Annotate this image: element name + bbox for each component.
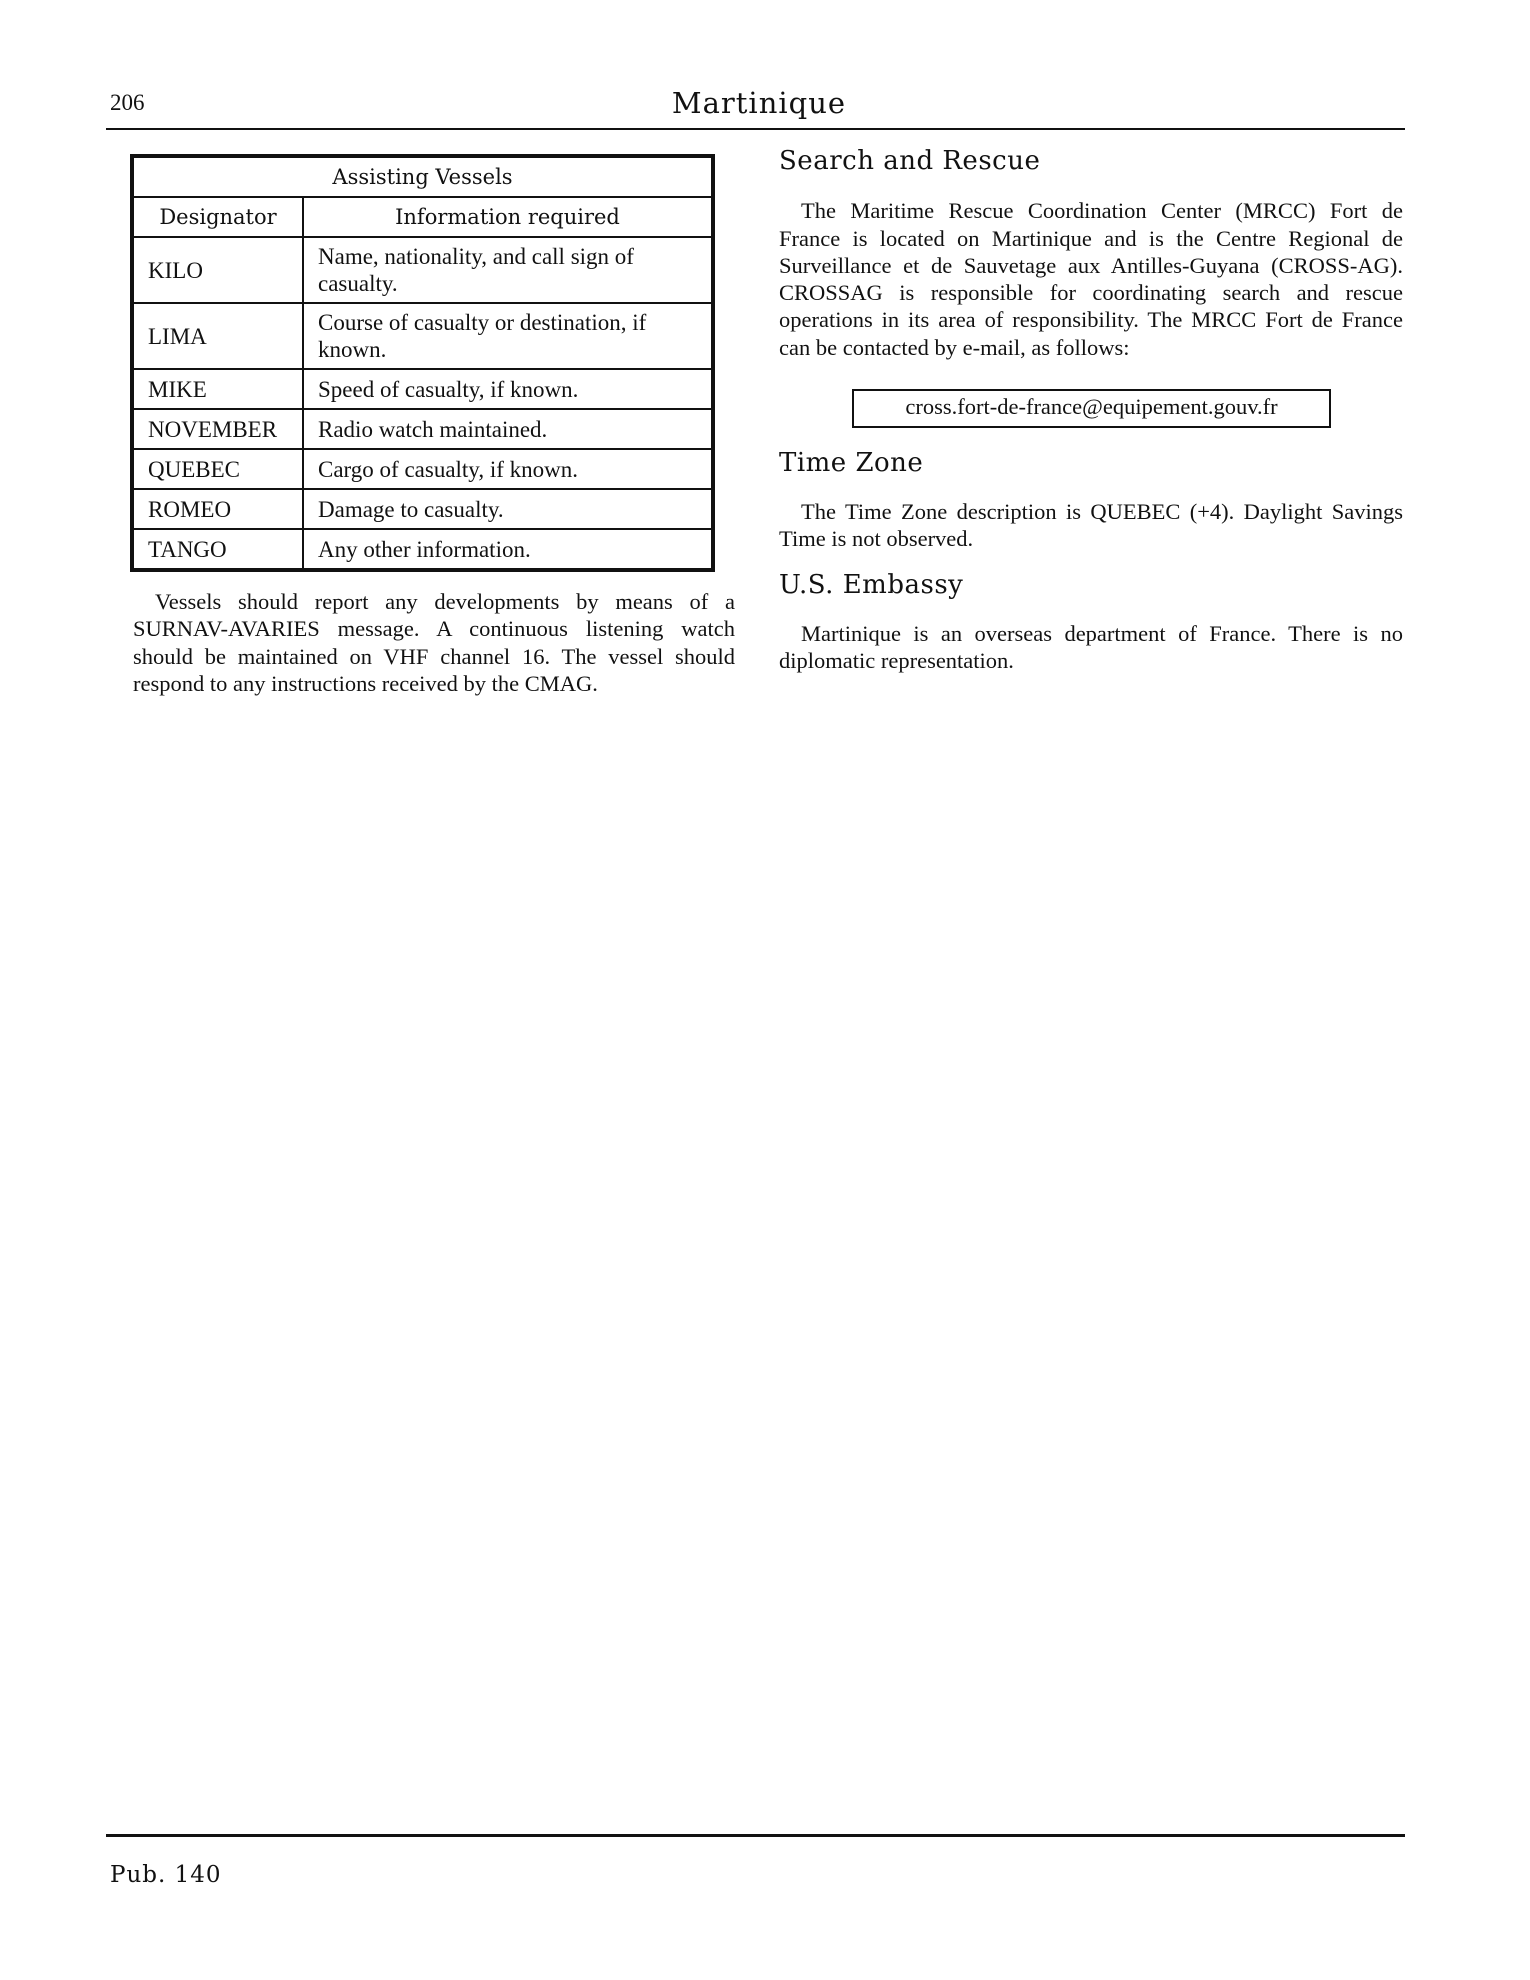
header-rule	[106, 128, 1405, 130]
assisting-vessels-table	[130, 154, 715, 572]
mrcc-email-box: cross.fort-de-france@equipement.gouv.fr	[852, 389, 1331, 428]
info-cell: Course of casualty or destination, if known.	[303, 303, 713, 369]
designator-cell: KILO	[132, 237, 303, 303]
info-cell: Speed of casualty, if known.	[303, 369, 713, 409]
table-row	[132, 369, 713, 409]
running-header-title: Martinique	[671, 86, 847, 120]
column-header-information: Information required	[303, 197, 713, 237]
table-row	[132, 449, 713, 489]
designator-cell: TANGO	[132, 529, 303, 570]
table-row	[132, 489, 713, 529]
search-rescue-paragraph: The Maritime Rescue Coordination Center (MRCC) Fort de France is located on Martinique and is the Centre Regional de Surveillance et de Sauvetage aux Antilles-Guyana (CROSS-AG). CROSSAG is responsible for coordinating search and rescue operations in its area of responsibility. The MRCC Fort de France can be contacted by e-mail, as follows:	[779, 198, 1403, 360]
designator-cell: MIKE	[132, 369, 303, 409]
footer-rule	[106, 1834, 1405, 1837]
designator-cell: ROMEO	[132, 489, 303, 529]
info-cell: Radio watch maintained.	[303, 409, 713, 449]
reporting-paragraph: Vessels should report any developments by means of a SURNAV-AVARIES message. A continuous listening watch should be maintained on VHF channel 16. The vessel should respond to any instructions received by the CMAG.	[133, 589, 735, 696]
info-cell: Cargo of casualty, if known.	[303, 449, 713, 489]
table-row	[132, 529, 713, 570]
table-row	[132, 303, 713, 369]
table-row	[132, 237, 713, 303]
page-number: 206	[110, 90, 145, 115]
designator-cell: QUEBEC	[132, 449, 303, 489]
table-caption: Assisting Vessels	[132, 156, 713, 197]
time-zone-paragraph: The Time Zone description is QUEBEC (+4). Daylight Savings Time is not observed.	[779, 498, 1403, 551]
designator-cell: NOVEMBER	[132, 409, 303, 449]
publication-footer: Pub. 140	[110, 1862, 222, 1888]
info-cell: Name, nationality, and call sign of casualty.	[303, 237, 713, 303]
right-column	[779, 148, 1403, 674]
table-row	[132, 409, 713, 449]
designator-cell: LIMA	[132, 303, 303, 369]
column-header-designator: Designator	[132, 197, 303, 237]
info-cell: Any other information.	[303, 529, 713, 570]
left-column	[133, 588, 735, 697]
info-cell: Damage to casualty.	[303, 489, 713, 529]
us-embassy-paragraph: Martinique is an overseas department of France. There is no diplomatic representation.	[779, 620, 1403, 673]
section-heading-search-rescue: Search and Rescue	[779, 146, 1041, 176]
section-heading-time-zone: Time Zone	[779, 448, 924, 479]
section-heading-us-embassy: U.S. Embassy	[779, 570, 964, 601]
